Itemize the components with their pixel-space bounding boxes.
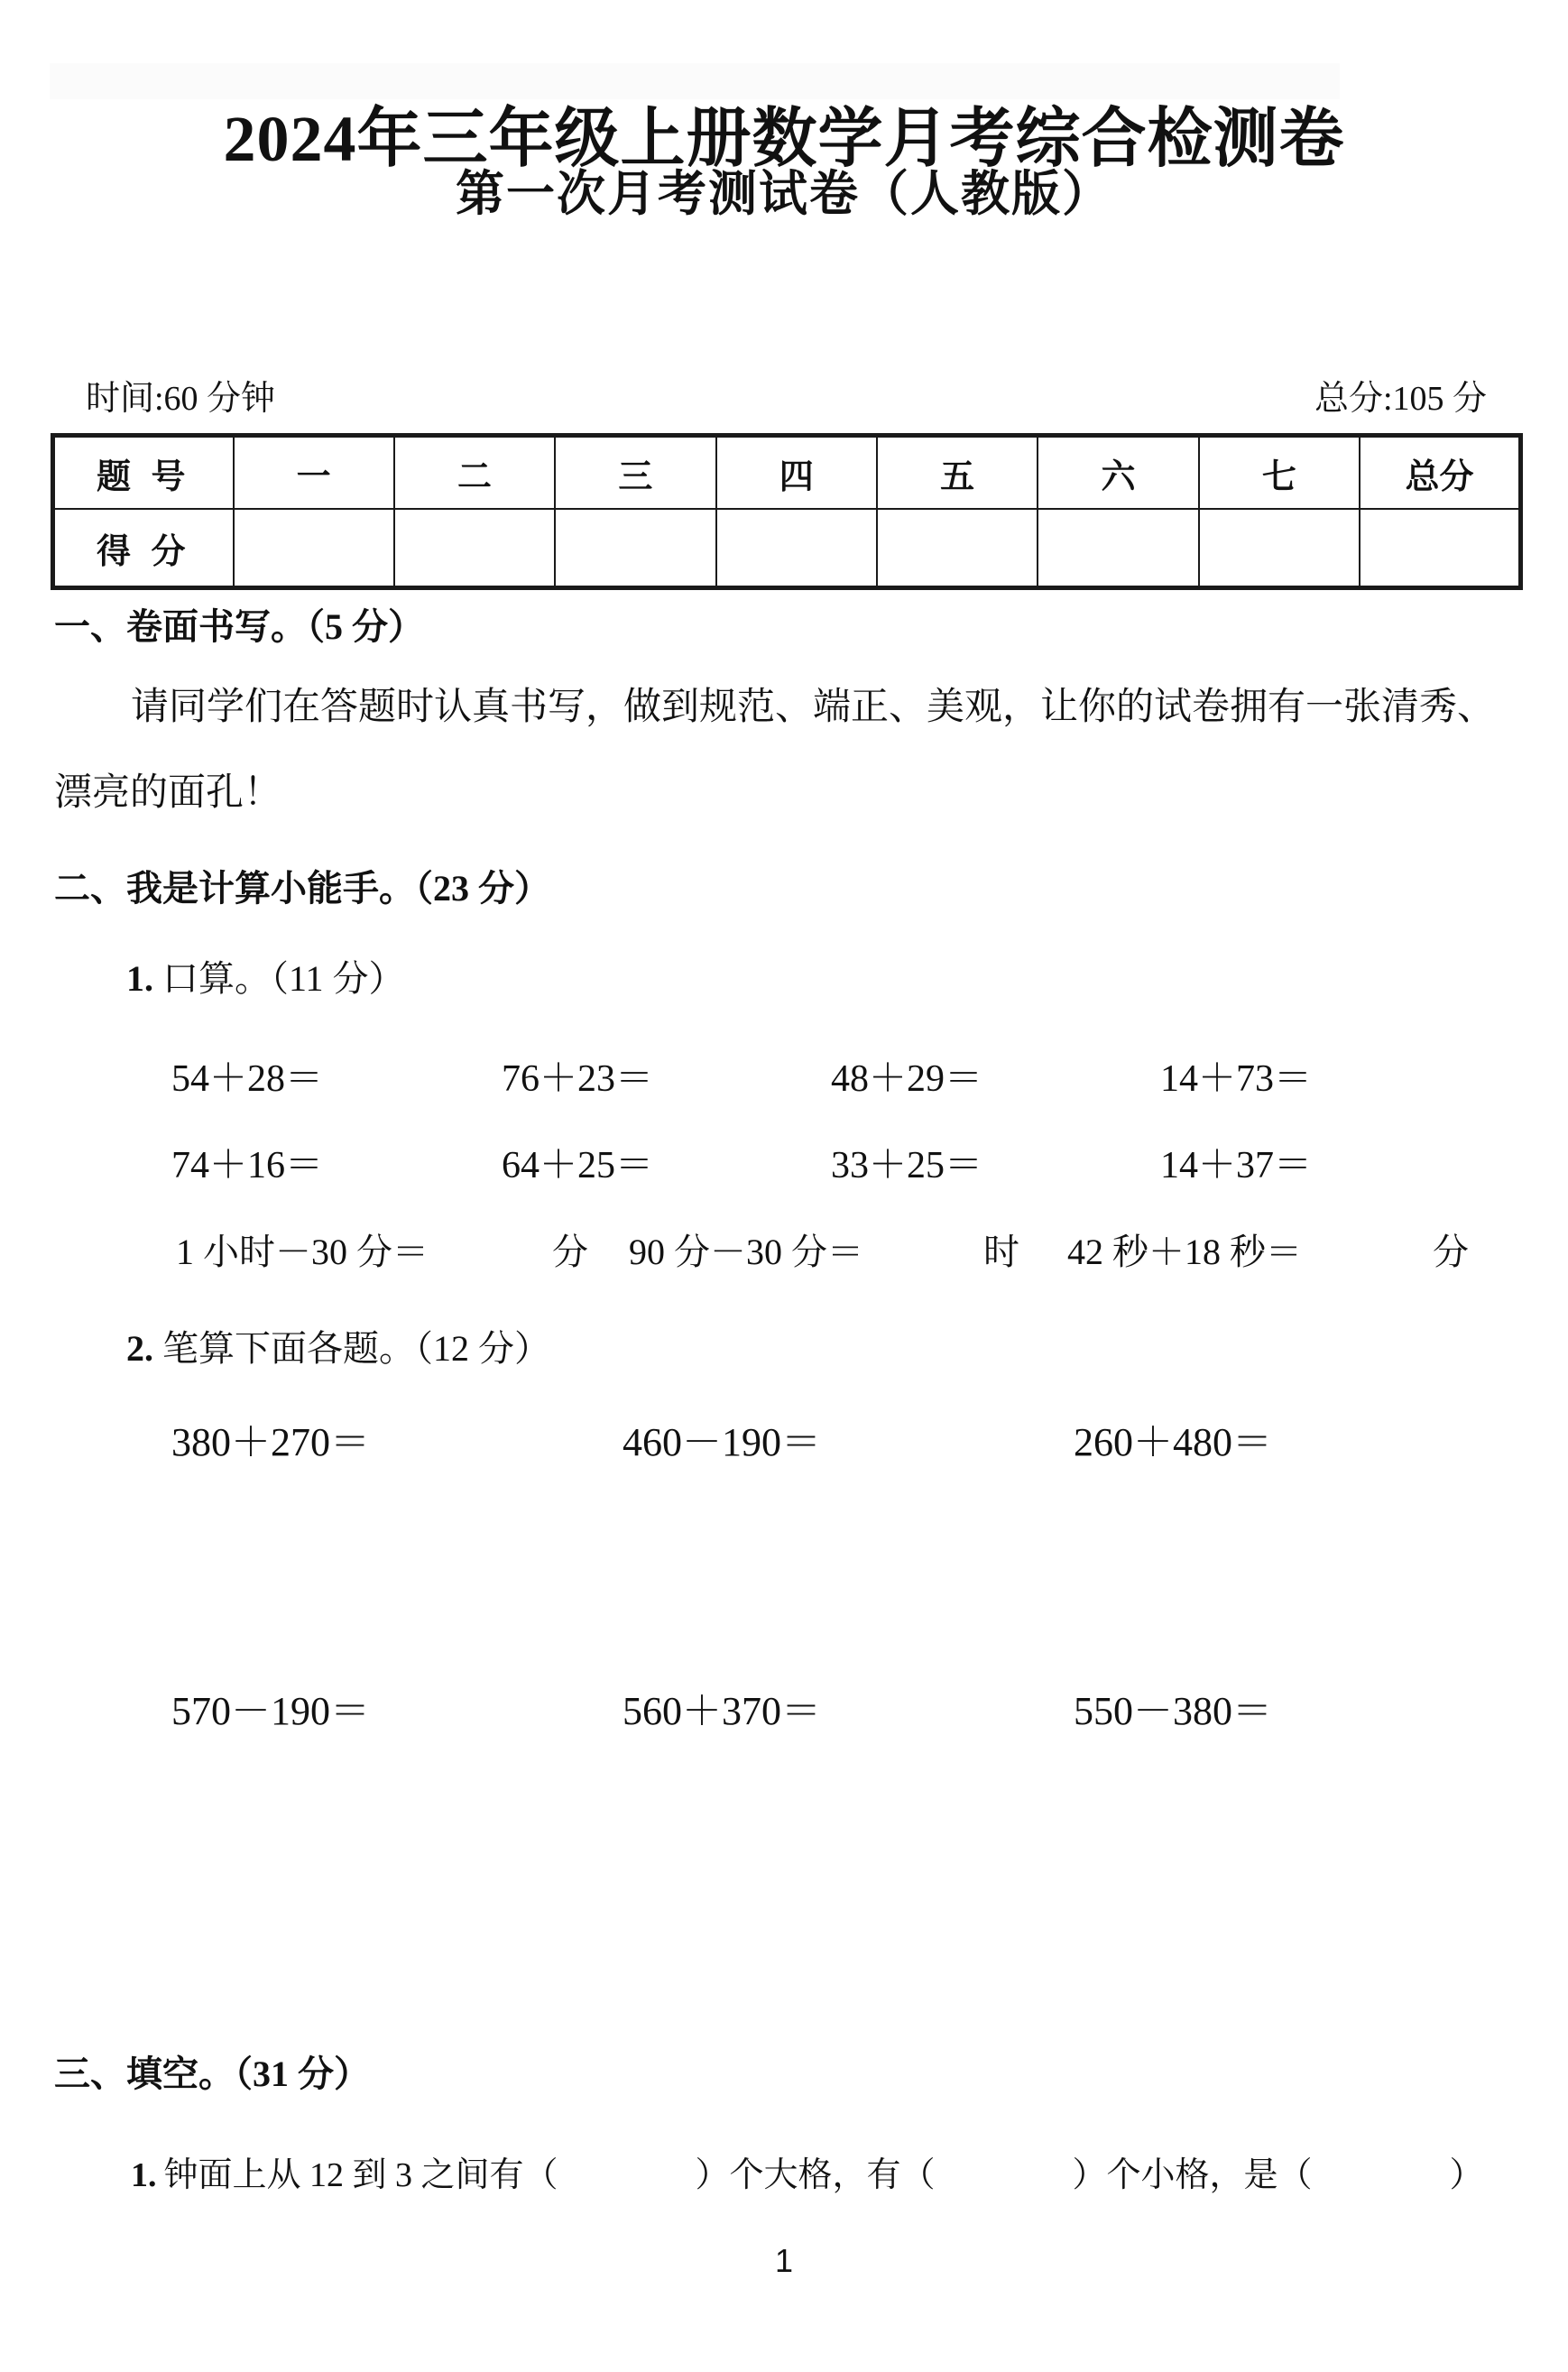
equation: 54＋28＝ xyxy=(171,1058,324,1100)
unit-label: 时 xyxy=(983,1232,1019,1272)
question-oral-calc-heading xyxy=(126,950,405,1001)
column-header-total: 总分 xyxy=(1360,436,1520,510)
equation: 560＋370＝ xyxy=(623,1689,821,1733)
section1-paragraph-line2: 漂亮的面孔！ xyxy=(54,772,282,814)
unit-label: 分 xyxy=(552,1232,588,1272)
equation: 64＋25＝ xyxy=(502,1145,654,1186)
section2-heading-score: （23 分） xyxy=(415,868,550,909)
equation: 14＋73＝ xyxy=(1160,1058,1313,1100)
score-table xyxy=(51,433,1523,590)
exam-subtitle: 第一次月考测试卷（人教版） xyxy=(456,167,1112,221)
section1-heading xyxy=(54,598,424,650)
question-number: 1. xyxy=(126,958,153,999)
exam-meta-row xyxy=(86,370,1487,420)
section3-heading-score: （31 分） xyxy=(235,2054,370,2094)
score-table-header-row xyxy=(53,436,1521,510)
oral-calc-time-row xyxy=(0,1223,1568,1278)
section2-heading-label: 二、我是计算小能手。 xyxy=(54,869,415,909)
equation: 550－380＝ xyxy=(1074,1689,1272,1733)
question-number: 1. xyxy=(131,2156,157,2194)
fill-blank-question-1 xyxy=(131,2146,1484,2196)
equation: 90 分－30 分＝ xyxy=(629,1232,863,1272)
column-header-5: 五 xyxy=(877,436,1038,510)
question-text: 钟面上从 12 到 3 之间有（ ）个大格，有（ ）个小格，是（ ） xyxy=(163,2156,1484,2194)
total-score-label: 总分:105 分 xyxy=(1314,380,1487,418)
equation: 380＋270＝ xyxy=(171,1420,370,1464)
oral-calc-row-2 xyxy=(0,1135,1568,1189)
score-cell xyxy=(1360,509,1520,588)
page-number: 1 xyxy=(774,2242,794,2279)
equation: 570－190＝ xyxy=(171,1689,370,1733)
score-cell xyxy=(877,509,1038,588)
equation: 74＋16＝ xyxy=(171,1145,324,1186)
question-text: 笔算下面各题。（12 分） xyxy=(162,1328,550,1369)
score-cell xyxy=(1038,509,1198,588)
question-written-calc-heading xyxy=(126,1320,550,1371)
equation: 42 秒＋18 秒＝ xyxy=(1067,1232,1302,1272)
exam-title: 2024年三年级上册数学月考综合检测卷 xyxy=(223,103,1345,175)
written-calc-row-2 xyxy=(0,1678,1568,1732)
equation: 1 小时－30 分＝ xyxy=(176,1232,429,1272)
column-header-3: 三 xyxy=(555,436,715,510)
score-cell xyxy=(234,509,394,588)
oral-calc-row-1 xyxy=(0,1048,1568,1103)
column-header-6: 六 xyxy=(1038,436,1198,510)
section1-heading-label: 一、卷面书写。 xyxy=(54,607,307,647)
section3-heading-label: 三、填空。 xyxy=(54,2054,235,2094)
unit-label: 分 xyxy=(1433,1232,1469,1272)
section2-heading xyxy=(54,860,550,911)
section1-heading-score: （5 分） xyxy=(307,606,424,647)
column-header-1: 一 xyxy=(234,436,394,510)
question-text: 口算。（11 分） xyxy=(162,958,405,999)
written-calc-row-1 xyxy=(0,1409,1568,1463)
section1-paragraph-line1: 请同学们在答题时认真书写，做到规范、端正、美观，让你的试卷拥有一张清秀、 xyxy=(131,687,1496,728)
score-label: 得 分 xyxy=(53,509,234,588)
column-header-7: 七 xyxy=(1199,436,1360,510)
score-cell xyxy=(555,509,715,588)
score-cell xyxy=(394,509,555,588)
column-header-2: 二 xyxy=(394,436,555,510)
column-header-4: 四 xyxy=(716,436,877,510)
score-cell xyxy=(1199,509,1360,588)
equation: 48＋29＝ xyxy=(831,1058,983,1100)
time-limit-label: 时间:60 分钟 xyxy=(86,380,276,418)
equation: 14＋37＝ xyxy=(1160,1145,1313,1186)
equation: 76＋23＝ xyxy=(502,1058,654,1100)
question-number: 2. xyxy=(126,1328,153,1369)
equation: 33＋25＝ xyxy=(831,1145,983,1186)
question-number-label: 题 号 xyxy=(53,436,234,510)
score-table-score-row xyxy=(53,509,1521,588)
equation: 260＋480＝ xyxy=(1074,1420,1272,1464)
section3-heading xyxy=(54,2045,370,2097)
score-cell xyxy=(716,509,877,588)
equation: 460－190＝ xyxy=(623,1420,821,1464)
